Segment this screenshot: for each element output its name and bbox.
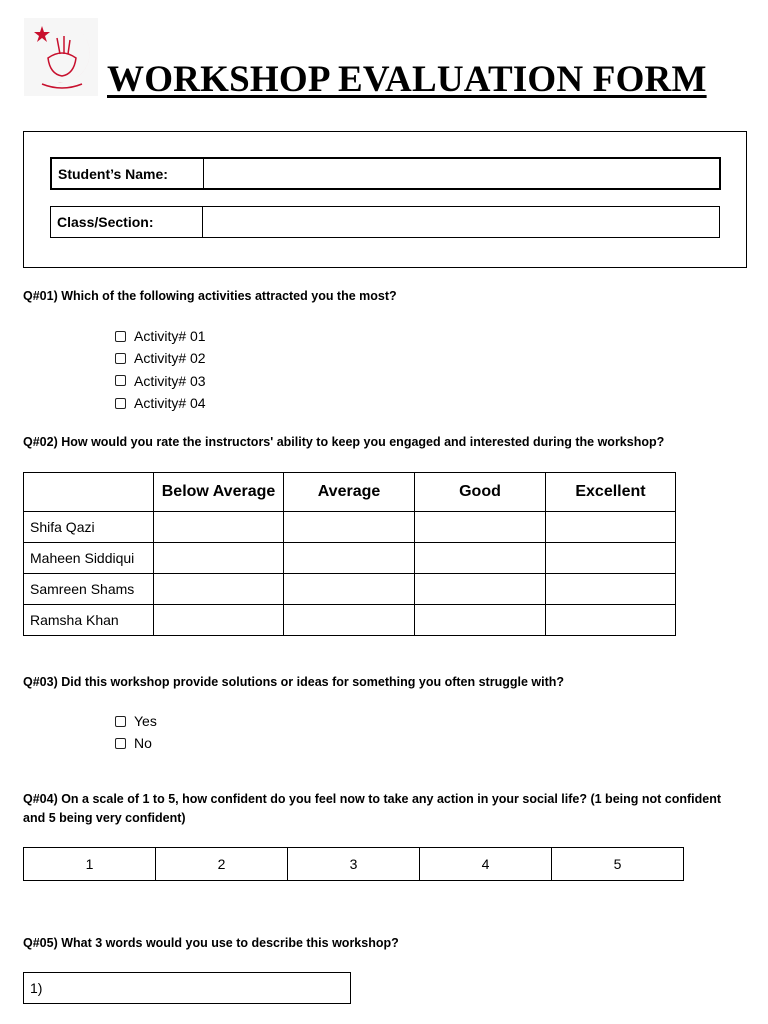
rating-cell[interactable]	[415, 512, 546, 543]
page-title: WORKSHOP EVALUATION FORM	[107, 59, 707, 100]
rating-cell[interactable]	[546, 543, 676, 574]
checkbox[interactable]	[115, 353, 126, 364]
rating-cell[interactable]	[284, 605, 415, 636]
rating-cell[interactable]	[284, 512, 415, 543]
column-header: Average	[284, 473, 415, 512]
question-3: Q#03) Did this workshop provide solutions or ideas for something you often struggle with?	[23, 675, 565, 689]
rating-cell[interactable]	[415, 605, 546, 636]
class-section-field[interactable]	[203, 207, 719, 237]
table-row	[24, 574, 676, 605]
rating-cell[interactable]	[546, 512, 676, 543]
answer-field-1[interactable]	[23, 972, 351, 1004]
student-name-label: Student’s Name:	[52, 159, 204, 188]
class-section-label: Class/Section:	[51, 207, 203, 237]
instructor-name: Samreen Shams	[24, 574, 154, 605]
q1-option-4[interactable]: Activity# 04	[115, 392, 206, 414]
table-row	[24, 605, 676, 636]
rating-cell[interactable]	[154, 574, 284, 605]
student-name-field[interactable]	[204, 159, 719, 188]
instructor-name: Shifa Qazi	[24, 512, 154, 543]
rating-cell[interactable]	[154, 605, 284, 636]
student-info-section	[23, 131, 747, 268]
rating-cell[interactable]	[415, 574, 546, 605]
rating-cell[interactable]	[546, 574, 676, 605]
q1-options	[115, 325, 206, 414]
column-header: Good	[415, 473, 546, 512]
scale-row	[24, 848, 684, 881]
scale-option[interactable]: 1	[24, 848, 156, 881]
table-row	[24, 512, 676, 543]
instructor-rating-table	[23, 472, 676, 636]
checkbox[interactable]	[115, 398, 126, 409]
q1-option-2[interactable]: Activity# 02	[115, 347, 206, 369]
q1-option-1[interactable]: Activity# 01	[115, 325, 206, 347]
question-2: Q#02) How would you rate the instructors' ability to keep you engaged and interested during the workshop?	[23, 435, 665, 449]
rating-cell[interactable]	[154, 543, 284, 574]
checkbox[interactable]	[115, 331, 126, 342]
q1-option-3[interactable]: Activity# 03	[115, 370, 206, 392]
question-1: Q#01) Which of the following activities attracted you the most?	[23, 289, 397, 303]
checkbox[interactable]	[115, 716, 126, 727]
question-5: Q#05) What 3 words would you use to describe this workshop?	[23, 936, 399, 950]
university-logo	[24, 18, 98, 96]
rating-cell[interactable]	[284, 543, 415, 574]
scale-option[interactable]: 4	[420, 848, 552, 881]
student-name-row	[50, 157, 721, 190]
q3-option-yes[interactable]: Yes	[115, 710, 157, 732]
table-row	[24, 543, 676, 574]
answer-label: 1)	[30, 980, 43, 996]
column-header: Excellent	[546, 473, 676, 512]
q3-option-no[interactable]: No	[115, 732, 157, 754]
column-header	[24, 473, 154, 512]
rating-cell[interactable]	[415, 543, 546, 574]
confidence-scale	[23, 847, 684, 881]
scale-option[interactable]: 5	[552, 848, 684, 881]
instructor-name: Ramsha Khan	[24, 605, 154, 636]
instructor-name: Maheen Siddiqui	[24, 543, 154, 574]
rating-cell[interactable]	[284, 574, 415, 605]
table-header-row	[24, 473, 676, 512]
scale-option[interactable]: 3	[288, 848, 420, 881]
q3-options	[115, 710, 157, 755]
rating-cell[interactable]	[154, 512, 284, 543]
column-header: Below Average	[154, 473, 284, 512]
rating-cell[interactable]	[546, 605, 676, 636]
scale-option[interactable]: 2	[156, 848, 288, 881]
checkbox[interactable]	[115, 375, 126, 386]
question-4: Q#04) On a scale of 1 to 5, how confident do you feel now to take any action in your social life? (1 being not confident and 5 being very confident)	[23, 792, 722, 825]
checkbox[interactable]	[115, 738, 126, 749]
class-section-row	[50, 206, 720, 238]
